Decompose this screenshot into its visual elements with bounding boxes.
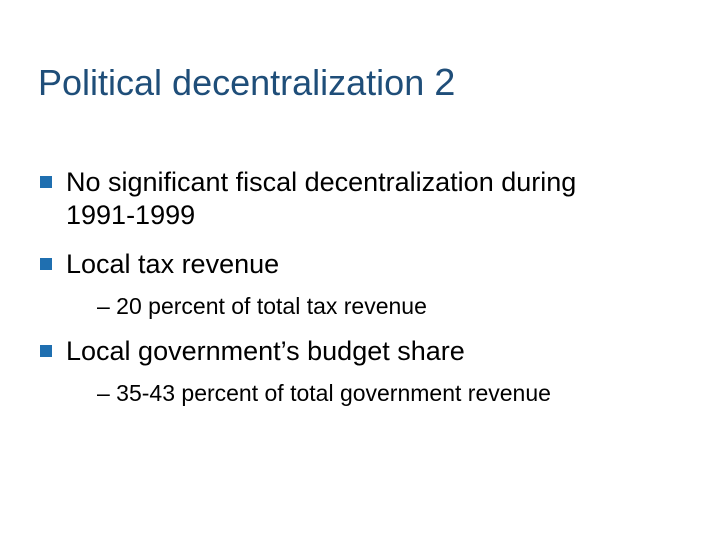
slide-title-text: Political decentralization bbox=[38, 62, 425, 103]
square-bullet-icon bbox=[40, 176, 52, 188]
bullet-item bbox=[40, 166, 700, 232]
sub-bullet-item: – 20 percent of total tax revenue bbox=[97, 293, 427, 319]
bullet-text-line: Local government’s budget share bbox=[66, 336, 465, 366]
sub-bullet-item: – 35-43 percent of total government revenue bbox=[97, 380, 551, 406]
square-bullet-icon bbox=[40, 258, 52, 270]
bullet-item bbox=[40, 248, 700, 281]
square-bullet-icon bbox=[40, 345, 52, 357]
slide-title-number: 2 bbox=[434, 62, 456, 104]
bullet-text-line: 1991-1999 bbox=[66, 200, 196, 230]
bullet-item bbox=[40, 335, 700, 368]
bullet-text-line: Local tax revenue bbox=[66, 249, 280, 279]
bullet-text-line: No significant fiscal decentralization during bbox=[66, 167, 577, 197]
slide-title bbox=[38, 57, 455, 109]
